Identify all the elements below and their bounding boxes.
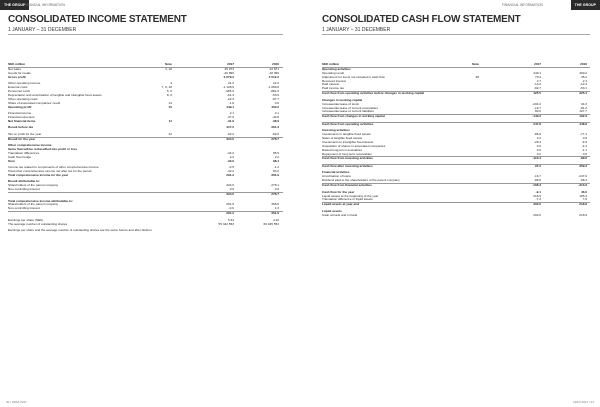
row-value-2016: 0.9 [582,136,587,141]
section-tag: THE GROUP [571,0,600,10]
row-label: Cash flow for the year [322,189,355,194]
row-note: 28 [475,74,479,79]
row-value-2016: 132.3 [579,114,587,119]
row-value-2017: -143.2 [532,114,541,119]
row-value-2016: -881.6 [270,88,279,93]
row-value-2016: -82.6 [271,131,279,136]
page-footer: 30 | HMVI 2017 [6,400,27,404]
row-label: Shareholders of the parent company [8,183,59,188]
header-text: FINANCIAL INFORMATION [502,3,543,7]
row-label: Sales of tangible fixed assets [322,136,363,141]
row-label: Financial activities [322,170,350,175]
row-value-2016: 46.0 [580,189,587,194]
row-value-2017: -31.9 [226,118,234,123]
row-value-2016: -9.9 [581,139,587,144]
row-value-2016: 2016 [272,62,279,66]
row-value-2016: -2.4 [581,143,587,148]
row-label: Income tax related to components of other comprehensive income [8,165,99,170]
row-value-2017: 80.0 [534,109,541,114]
row-value-2017: 218.9 [533,193,541,198]
row-note: 7, 9, 18 [161,85,172,90]
row-value-2016: 165.3 [579,193,587,198]
section-tag: THE GROUP [0,0,29,10]
row-label: Personnel costs [8,88,31,93]
row-value-2016: 400.2 [579,70,587,75]
row-value-2017: -16.7 [533,174,541,179]
row-value-2017: -29.4 [533,139,541,144]
row-value-2016: -1 089.8 [267,85,279,90]
row-label: Cash flow from changes in working capital [322,114,385,119]
row-value-2017: -86.9 [533,132,541,137]
row-value-2016: -87.7 [271,96,279,101]
row-value-2017: -7.2 [535,197,541,202]
row-note: Note [165,62,172,66]
row-value-2016: 361.3 [271,125,279,130]
row-label: Increase/decrease of current liabilities [322,109,374,114]
row-value-2016: 7.6 [582,197,587,202]
row-value-2016: -313.3 [578,183,587,188]
row-value-2017: -1.8 [228,100,234,105]
row-label: Total comprehensive income for the year [8,172,69,177]
row-label: Cash flow after investing activities [322,163,373,168]
row-label: Investments in intangible fixed assets [322,139,374,144]
row-value-2016: 361.9 [271,172,279,177]
row-label: Cash flow hedge [8,154,32,159]
row-value-2017: -89.6 [533,178,541,183]
row-value-2017: 25 973 [224,66,234,71]
row-value-2017: 417.2 [226,125,234,130]
row-label: Other operating costs [8,96,38,101]
row-label: Cash flow from operating activities before changes in working capital [322,91,425,96]
row-label: Shareholders of the parent company [8,202,59,207]
row-value-2016: 361.9 [271,211,279,216]
row-label: Cash flow from investing activities [322,156,373,161]
row-value-2017: 0.2 [536,151,541,156]
row-value-2017: 425.5 [533,91,541,96]
row-value-2017: 2.7 [536,78,541,83]
row-value-2016: 358.6 [271,202,279,207]
row-value-2017: 449.1 [226,104,234,109]
row-value-2017: -92.2 [226,131,234,136]
row-value-2016: 2.2 [274,154,279,159]
cash-flow-table [322,63,590,218]
row-label: Goods for resale [8,70,31,75]
page-header-bar [300,0,600,10]
row-value-2017: 324.0 [226,192,234,197]
row-value-2016: -89.6 [579,156,587,161]
row-note: 10 [168,104,172,109]
row-value-2017: 55 342 553 [218,221,234,226]
row-value-2017: 291.2 [226,211,234,216]
row-label: External costs [8,85,28,90]
row-value-2016: -53.9 [271,92,279,97]
page-subtitle: 1 JANUARY – 31 DECEMBER [322,27,391,33]
row-value-2016: -77.1 [579,132,587,137]
row-label: Raised long-term receivables [322,147,363,152]
row-label: Total other comprehensive income net after tax for the period [8,169,92,174]
row-value-2016: 0.0 [582,151,587,156]
row-value-2016: 0.0 [274,100,279,105]
row-label: Received interest [322,78,346,83]
page-title: CONSOLIDATED INCOME STATEMENT [8,14,187,25]
row-value-2017: -19.7 [533,105,541,110]
row-value-2017: 0.0 [536,143,541,148]
row-value-2016: 98.4 [272,158,279,163]
row-label: Increase/decrease of stock [322,101,359,106]
row-label: Net sales [8,66,21,71]
row-value-2016: -1.2 [273,165,279,170]
row-value-2016: 278.7 [271,192,279,197]
row-label: Result attributable to: [8,179,40,184]
row-value-2016: -247.0 [578,174,587,179]
row-label: Net financial items [8,118,36,123]
row-value-2016: 0.6 [274,187,279,192]
row-value-2016: 400.2 [271,104,279,109]
page-footer: HMVI 2017 | 31 [573,400,594,404]
row-value-2017: 247.9 [533,121,541,126]
row-value-2016: -1.1 [581,147,587,152]
row-value-2017: 291.2 [226,172,234,177]
row-value-2017: -110.4 [532,156,541,161]
row-value-2016: -38.9 [271,118,279,123]
row-label: Earnings per share (SEK) [8,217,44,222]
row-label: Operating profit [8,104,32,109]
row-label: Translation differences [8,150,40,155]
row-value-2016: 21.0 [272,81,279,86]
row-value-2017: -106.3 [532,183,541,188]
row-value-2017: -37.0 [226,114,234,119]
row-value-2017: -82.7 [533,86,541,91]
row-value-2017: -32.0 [226,158,234,163]
page-subtitle: 1 JANUARY – 31 DECEMBER [8,27,77,33]
row-value-2016: 22 871 [269,66,279,71]
row-label: Repayment of long-term receivables [322,151,372,156]
row-value-2017: -61.3 [226,92,234,97]
row-value-2017: 449.1 [533,70,541,75]
row-value-2016: -40.8 [271,114,279,119]
row-value-2017: -22.3 [226,96,234,101]
row-value-2017: -0.6 [228,206,234,211]
row-label: Cash flow from financial activities [322,183,372,188]
row-label: Cash at bank and in hand [322,212,358,217]
row-value-2017: 291.9 [226,202,234,207]
row-label: Items that will be reclassified into profit or loss [8,147,78,151]
row-label: Other operating income [8,81,41,86]
row-note: 12 [168,131,172,136]
row-label: Share of associated companies' result [8,100,61,105]
row-label: Increase/decrease of current receivables [322,105,378,110]
row-value-2016: -53.1 [579,86,587,91]
row-label: SEK million [8,62,26,66]
row-label: Other comprehensive income [8,143,52,148]
row-note: 13 [168,100,172,105]
row-value-2017: 2017 [227,62,234,66]
row-value-2016: 1.3 [274,206,279,211]
table-row [8,229,283,233]
row-value-2017: 2017 [534,62,541,66]
row-label: Operating activities [322,66,351,71]
row-value-2017: 0.0 [536,147,541,152]
row-label: Tax on profit for the year [8,131,42,136]
row-label: Investing activities [322,128,350,133]
row-value-2017: 21.2 [227,81,234,86]
row-note: Note [472,62,479,66]
page-title: CONSOLIDATED CASH FLOW STATEMENT [322,14,521,25]
row-value-2016: 2016 [580,62,587,66]
row-value-2017: -32.2 [226,169,234,174]
row-value-2017: -9.1 [535,189,541,194]
row-value-2016: 85.9 [272,150,279,155]
row-note: 11 [168,118,172,123]
row-value-2017: 324.0 [226,183,234,188]
row-note: 8, 9 [166,92,172,97]
row-value-2016: 4 512.2 [268,74,279,79]
row-value-2017: 2.1 [229,110,234,115]
row-value-2016: 66 045 553 [263,221,279,226]
row-label: Investments in tangible fixed assets [322,132,371,137]
row-value-2017: 97.2 [534,163,541,168]
row-value-2017: -1 128.9 [222,85,234,90]
row-label: Paid interest [322,82,340,87]
row-value-2016: 83.2 [272,169,279,174]
row-value-2016: 127.7 [579,109,587,114]
row-note: 3, 18 [165,66,172,71]
row-value-2016: 448.9 [579,121,587,126]
row-value-2016: 325.4 [579,91,587,96]
header-text: FINANCIAL INFORMATION [24,3,65,7]
row-label: Depreciation and amortisation of tangible and intangible fixed assets [8,92,102,97]
row-value-2017: 324.0 [226,136,234,141]
row-label: Liquid assets at the beginning of the year [322,193,379,198]
row-label: Cash flow from operating activities [322,121,374,126]
row-value-2017: -985.0 [225,88,234,93]
row-value-2016: 278.1 [271,183,279,188]
row-value-2016: 2.1 [582,78,587,83]
row-value-2017: 5.34 [227,217,234,222]
income-statement-table [8,63,283,233]
row-value-2016: 4.16 [272,217,279,222]
row-label: Dividend paid to the shareholders of the parent company [322,178,400,183]
row-label: Amortisation of loans [322,174,351,179]
row-value-2017: 2.2 [229,154,234,159]
row-label: Liquid assets at year-end [322,202,360,207]
row-label: Financial expenses [8,114,35,119]
row-label: Changes in working capital [322,97,363,102]
row-value-2017: 70.4 [534,74,541,79]
row-value-2017: -20 890 [223,70,234,75]
row-value-2016: -81.2 [579,105,587,110]
row-value-2016: 359.3 [579,163,587,168]
row-value-2017: 5 079.2 [223,74,234,79]
row-value-2016: 278.7 [271,136,279,141]
row-value-2017: 202.6 [533,212,541,217]
row-label: SEK million [322,62,340,66]
row-value-2016: 35.2 [580,74,587,79]
row-value-2016: 34.3 [580,101,587,106]
row-label: Operating result [322,70,345,75]
row-value-2017: 0.0 [229,187,234,192]
row-label: Non-controlling interest [8,206,40,211]
row-label: Adjustment for items not included in cash flow [322,74,385,79]
row-label: Result for the year [8,136,36,141]
cash-flow-page [300,0,600,407]
row-value-2017: 202.6 [533,202,541,207]
row-value-2016: 2.1 [274,110,279,115]
row-note: 4 [170,81,172,86]
title-divider [8,34,283,35]
table-row [322,214,590,218]
row-label: Gross profit [8,74,26,79]
row-value-2017: 2.2 [536,136,541,141]
row-label: Non-controlling interest [8,187,40,192]
row-label: Paid income tax [322,86,345,91]
row-label: Earnings per share and the average number of outstanding shares are the same before and after dilution. [8,228,153,233]
row-label: The average number of outstanding shares [8,221,68,226]
row-label: Financial income [8,110,32,115]
row-note: 5, 6 [166,88,172,93]
row-value-2016: -12.3 [579,82,587,87]
row-value-2017: -13.2 [533,82,541,87]
row-label: Liquid assets [322,208,342,213]
row-value-2016: 218.9 [579,202,587,207]
row-label: Acquisition of shares in associated companies [322,143,386,148]
row-value-2017: -204.2 [532,101,541,106]
row-value-2016: -18 359 [268,70,279,75]
row-label: Sum [8,158,15,163]
page-header-bar [0,0,300,10]
row-value-2017: -34.2 [226,150,234,155]
row-value-2017: -0.5 [228,165,234,170]
title-divider [322,34,590,35]
row-value-2016: 218.9 [579,212,587,217]
row-value-2016: -66.3 [579,178,587,183]
row-label: Total comprehensive income attributable to: [8,198,73,203]
row-label: Result before tax [8,125,34,130]
row-label: Translation difference in liquid assets [322,197,373,202]
